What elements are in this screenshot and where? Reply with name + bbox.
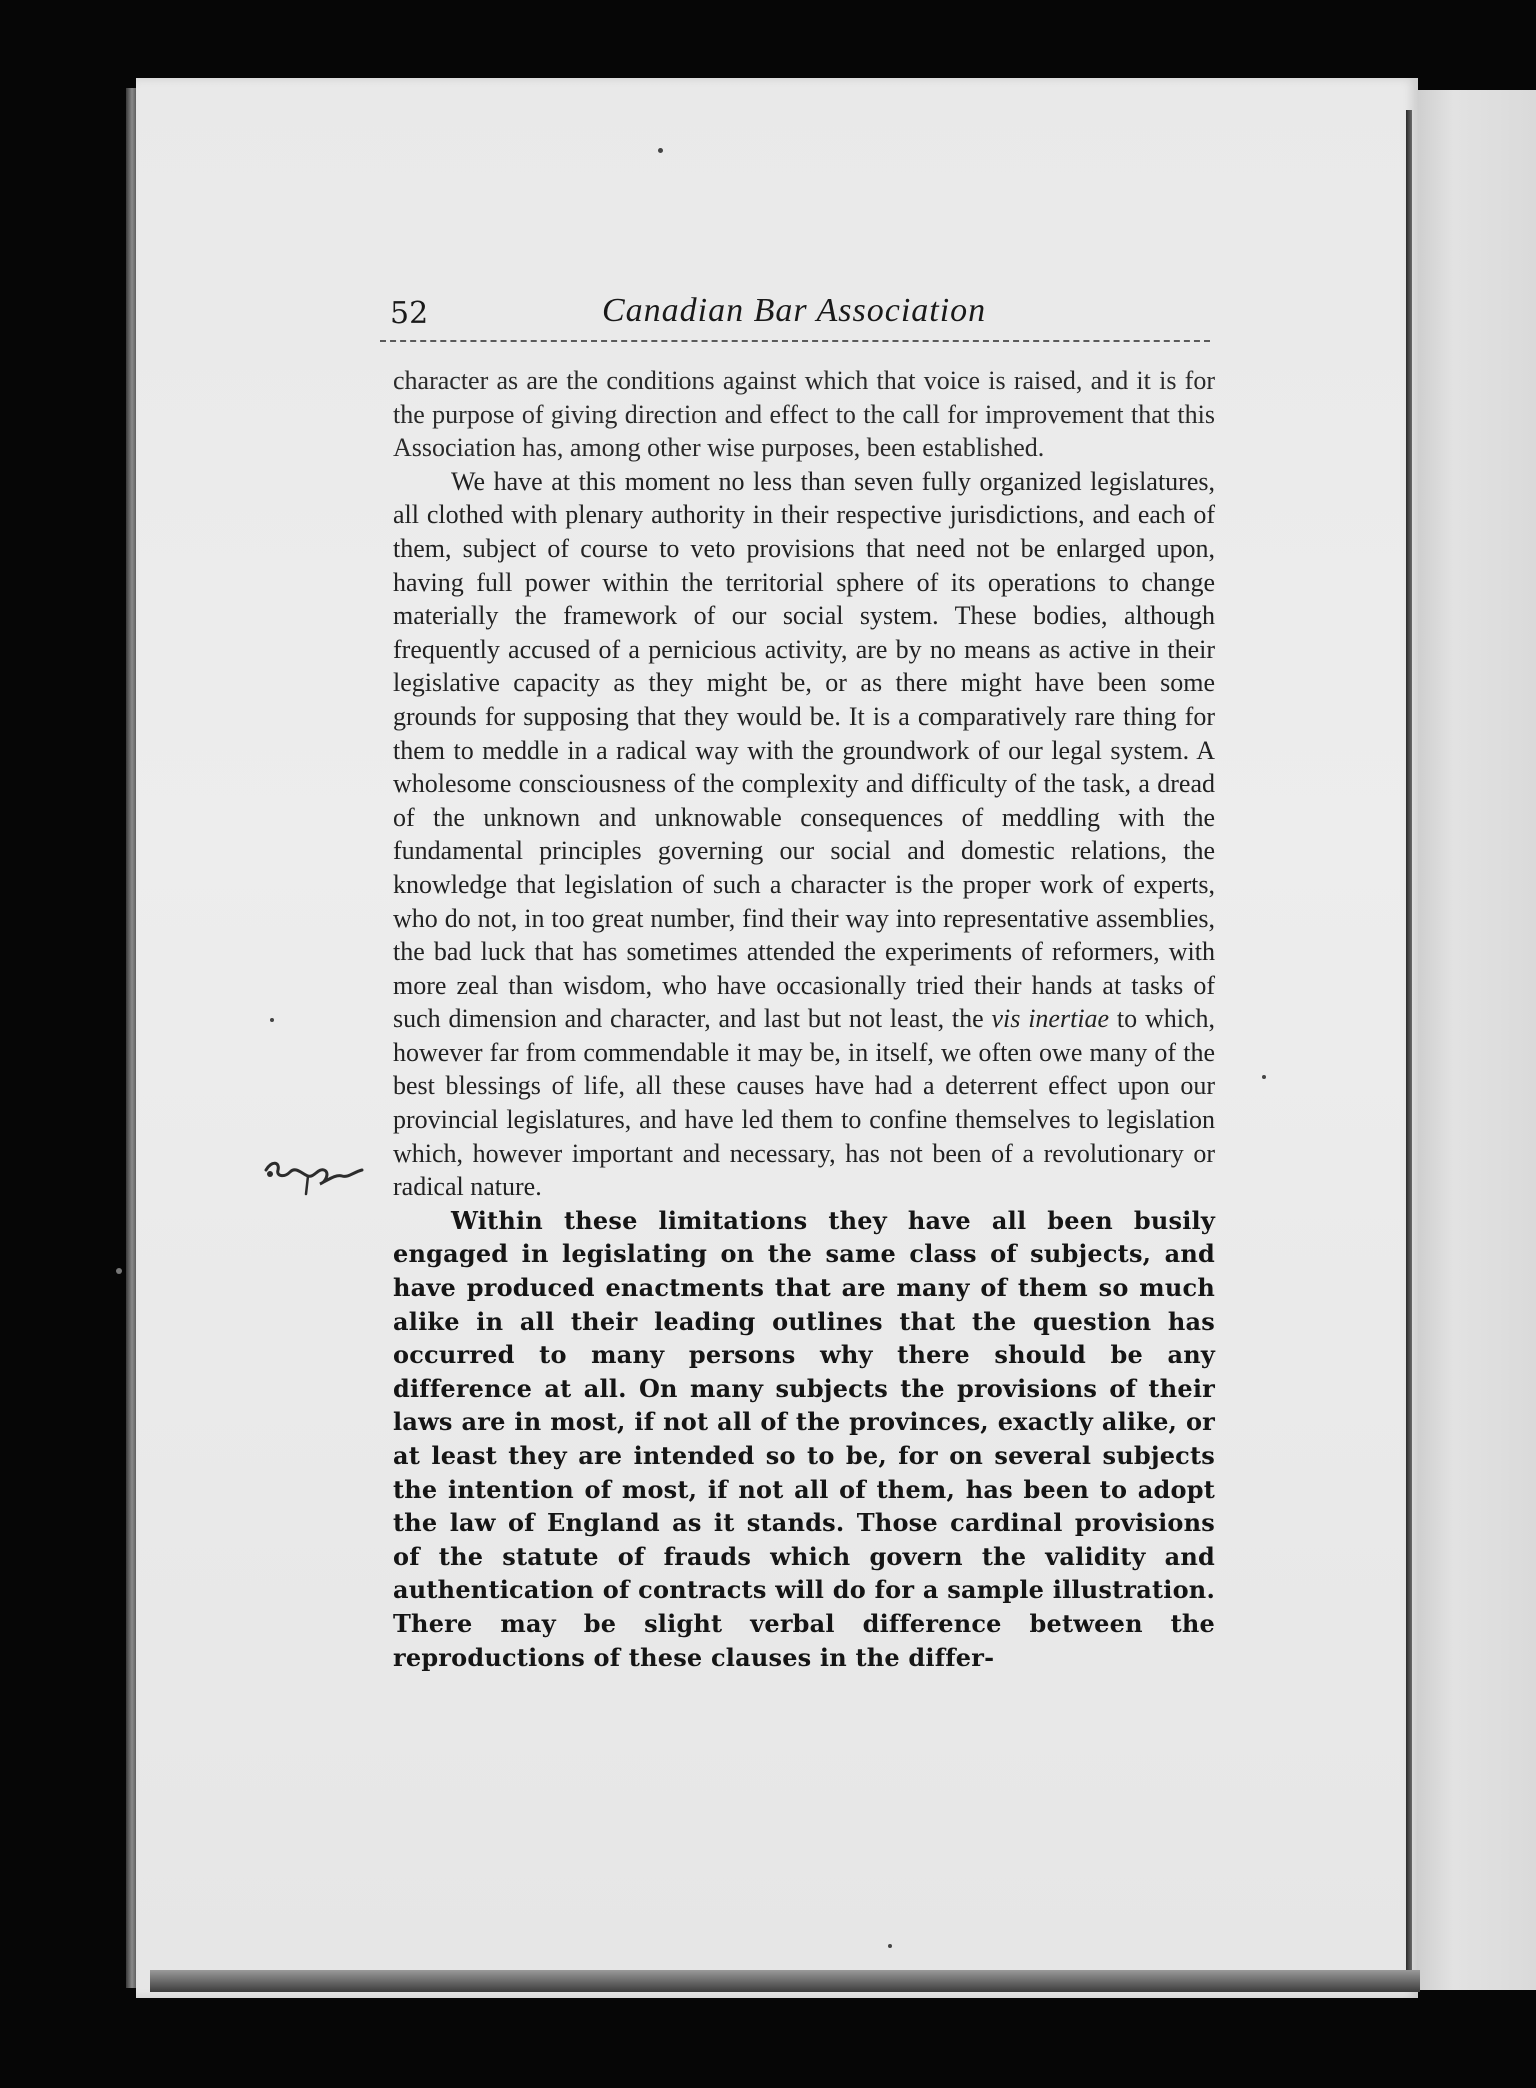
binding-gutter (1406, 110, 1412, 1970)
scan-speck (116, 1268, 122, 1274)
body-text (393, 364, 1215, 1674)
paragraph-text-continued: to which, however far from commendable it may be, in itself, we often owe many of the best blessings of life, all these causes have had a deterrent effect upon our provincial legislatures, and have led them to confine themselves to legislation which, however important and necessary, has not been of a revolutionary or radical nature. (393, 1004, 1215, 1202)
header-rule (380, 340, 1210, 342)
paragraph-text: character as are the conditions against which that voice is raised, and it is for the purpose of giving direction and effect to the call for improvement that this Association has, among other wise purposes, been established. (393, 366, 1215, 463)
journal-title: Canadian Bar Association (602, 292, 987, 329)
page-bottom-edge (150, 1970, 1420, 1992)
scan-speck (1262, 1075, 1266, 1079)
scan-speck (658, 148, 663, 153)
paragraph-text: Within these limitations they have all been busily engaged in legislating on the same class of subjects, and have produced enactments that are many of them so much alike in all their leading outlines that the question has occurred to many persons why there should be any difference at all. On many subjects the provisions of their laws are in most, if not all of the provinces, exactly alike, or at least they are intended so to be, for on several subjects the intention of most, if not all of them, has been to adopt the law of England as it stands. Those cardinal provisions of the statute of frauds which govern the validity and authentication of contracts will do for a sample illustration. There may be slight verbal difference between the reproductions of these clauses in the differ- (393, 1205, 1215, 1672)
italic-phrase: vis inertiae (991, 1004, 1110, 1034)
facing-page-edge (1418, 90, 1536, 1990)
paragraph-text: We have at this moment no less than seven fully organized legislatures, all clothed with plenary authority in their respective jurisdictions, and each of them, subject of course to veto provisions that need not be enlarged upon, having full power within the territorial sphere of its operations to change materially the framework of our social system. These bodies, although frequently accused of a pernicious activity, are by no means as active in their legislative capacity as they might be, or as there might have been some grounds for supposing that they would be. It is a comparatively rare thing for them to meddle in a radical way with the groundwork of our legal system. A wholesome consciousness of the complexity and difficulty of the task, a dread of the unknown and unknowable consequences of meddling with the fundamental principles governing our social and domestic relations, the knowledge that legislation of such a character is the proper work of experts, who do not, in too great number, find their way into representative assemblies, the bad luck that has sometimes attended the experiments of reformers, with more zeal than wisdom, who have occasionally tried their hands at tasks of such dimension and character, and last but not least, the (393, 466, 1215, 1034)
scan-speck (270, 1018, 274, 1022)
running-head (390, 292, 1220, 336)
paragraph (393, 364, 1215, 465)
page-number: 52 (390, 296, 429, 331)
scan-speck (888, 1944, 892, 1948)
margin-annotation-scribble (262, 1150, 372, 1204)
paragraph (393, 1204, 1215, 1674)
paragraph (393, 465, 1215, 1204)
